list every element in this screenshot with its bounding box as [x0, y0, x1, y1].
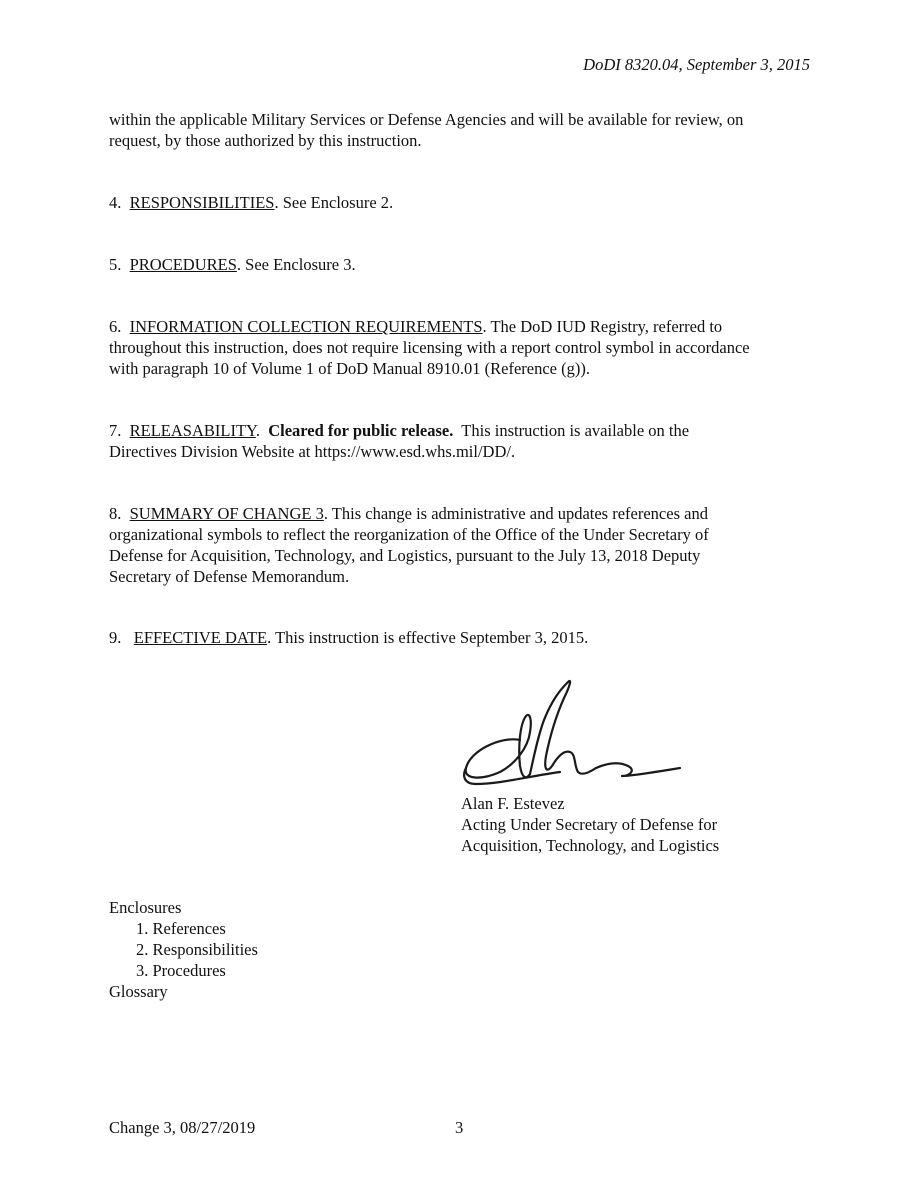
paragraph-number: 8. [109, 504, 122, 523]
paragraph-heading: EFFECTIVE DATE [133, 628, 268, 647]
signer-title-line-1: Acting Under Secretary of Defense for [461, 815, 718, 834]
paragraph-summary-of-change [109, 503, 819, 587]
paragraph-line: with paragraph 10 of Volume 1 of DoD Manual 8910.01 (Reference (g)). [109, 359, 590, 378]
paragraph-number: 6. [109, 317, 122, 336]
paragraph-text: . This change is administrative and updates references and [323, 504, 708, 523]
paragraph-information-collection [109, 316, 819, 379]
paragraph-responsibilities [109, 192, 819, 213]
continuation-paragraph [109, 109, 819, 151]
handwritten-signature [460, 676, 690, 792]
paragraph-line: throughout this instruction, does not require licensing with a report control symbol in accordance [109, 338, 750, 357]
paragraph-number: 9. [109, 628, 122, 647]
paragraph-number: 7. [109, 421, 122, 440]
paragraph-line: organizational symbols to reflect the reorganization of the Office of the Under Secretary of [109, 525, 709, 544]
paragraph-heading: SUMMARY OF CHANGE 3 [129, 504, 324, 523]
signer-name: Alan F. Estevez [461, 794, 565, 813]
paragraph-text: . This instruction is effective September 3, 2015. [267, 628, 589, 647]
paragraph-line: Secretary of Defense Memorandum. [109, 567, 350, 586]
signer-title-line-2: Acquisition, Technology, and Logistics [461, 836, 720, 855]
paragraph-number: 5. [109, 255, 122, 274]
page-number: 3 [455, 1118, 464, 1137]
signature-block [461, 793, 719, 856]
enclosure-item: 3. Procedures [136, 961, 226, 980]
paragraph-text: . The DoD IUD Registry, referred to [482, 317, 723, 336]
paragraph-text: . See Enclosure 2. [274, 193, 394, 212]
glossary-label: Glossary [109, 982, 168, 1001]
paragraph-separator: . [255, 421, 269, 440]
footer-change-info: Change 3, 08/27/2019 [109, 1118, 256, 1137]
paragraph-line: Directives Division Website at https://www.esd.whs.mil/DD/. [109, 442, 516, 461]
enclosures-list [109, 897, 258, 1002]
enclosure-item: 1. References [136, 919, 226, 938]
enclosure-item: 2. Responsibilities [136, 940, 258, 959]
paragraph-heading: RELEASABILITY [129, 421, 256, 440]
continuation-line-1: within the applicable Military Services or Defense Agencies and will be available for review, on [109, 110, 744, 129]
paragraph-heading: INFORMATION COLLECTION REQUIREMENTS [129, 317, 483, 336]
paragraph-effective-date [109, 627, 819, 648]
paragraph-text: . See Enclosure 3. [236, 255, 356, 274]
document-header: DoDI 8320.04, September 3, 2015 [583, 55, 810, 74]
continuation-line-2: request, by those authorized by this instruction. [109, 131, 422, 150]
paragraph-number: 4. [109, 193, 122, 212]
public-release-notice: Cleared for public release. [268, 421, 454, 440]
paragraph-heading: RESPONSIBILITIES [129, 193, 275, 212]
paragraph-text: This instruction is available on the [453, 421, 690, 440]
paragraph-procedures [109, 254, 819, 275]
paragraph-heading: PROCEDURES [129, 255, 237, 274]
enclosures-heading: Enclosures [109, 898, 182, 917]
paragraph-releasability [109, 420, 819, 462]
paragraph-line: Defense for Acquisition, Technology, and Logistics, pursuant to the July 13, 2018 Deputy [109, 546, 701, 565]
